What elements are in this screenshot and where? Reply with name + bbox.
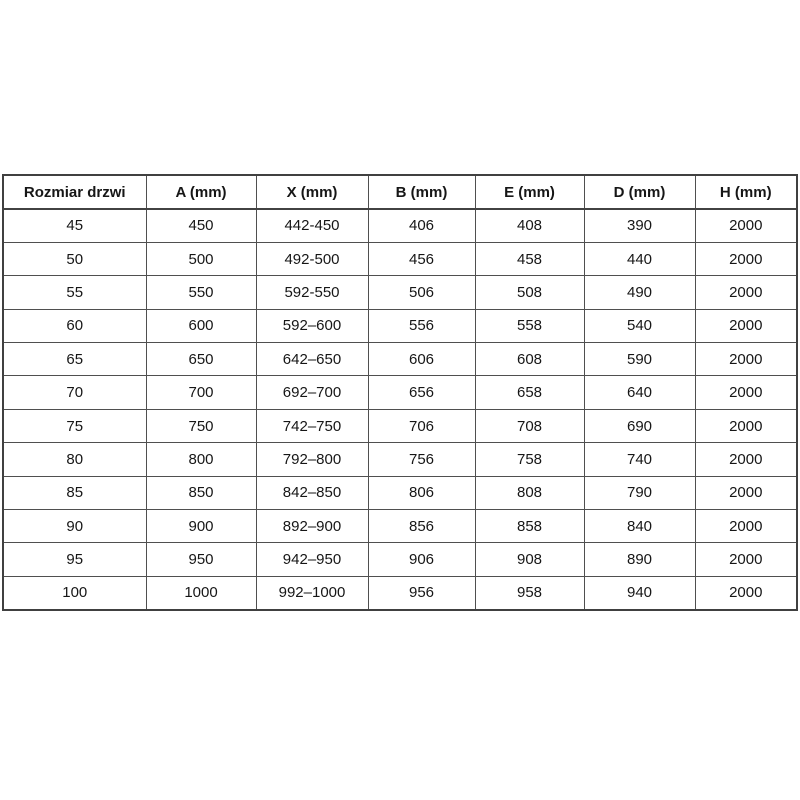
table-body [3, 209, 797, 610]
table-row [3, 242, 797, 275]
table-cell: 756 [368, 443, 475, 476]
table-cell: 792–800 [256, 443, 368, 476]
table-cell: 492-500 [256, 242, 368, 275]
table-cell: 558 [475, 309, 584, 342]
table-cell: 842–850 [256, 476, 368, 509]
table-row [3, 376, 797, 409]
table-cell: 890 [584, 543, 695, 576]
table-cell: 408 [475, 209, 584, 242]
table-cell: 508 [475, 276, 584, 309]
table-cell: 540 [584, 309, 695, 342]
table-row [3, 476, 797, 509]
table-cell: 85 [3, 476, 146, 509]
table-cell: 940 [584, 576, 695, 609]
table-cell: 856 [368, 510, 475, 543]
table-cell: 50 [3, 242, 146, 275]
table-cell: 690 [584, 409, 695, 442]
table-cell: 55 [3, 276, 146, 309]
table-cell: 650 [146, 343, 256, 376]
table-cell: 2000 [695, 209, 797, 242]
table-cell: 458 [475, 242, 584, 275]
table-cell: 2000 [695, 242, 797, 275]
table-cell: 2000 [695, 543, 797, 576]
table-cell: 65 [3, 343, 146, 376]
table-cell: 2000 [695, 409, 797, 442]
table-cell: 758 [475, 443, 584, 476]
table-cell: 2000 [695, 309, 797, 342]
table-cell: 506 [368, 276, 475, 309]
table-cell: 2000 [695, 376, 797, 409]
table-cell: 908 [475, 543, 584, 576]
table-cell: 500 [146, 242, 256, 275]
table-cell: 858 [475, 510, 584, 543]
table-cell: 80 [3, 443, 146, 476]
table-cell: 808 [475, 476, 584, 509]
table-cell: 70 [3, 376, 146, 409]
table-row [3, 309, 797, 342]
table-cell: 640 [584, 376, 695, 409]
table-cell: 590 [584, 343, 695, 376]
table-row [3, 209, 797, 242]
table-cell: 958 [475, 576, 584, 609]
table-cell: 950 [146, 543, 256, 576]
table-cell: 2000 [695, 576, 797, 609]
table-row [3, 343, 797, 376]
table-cell: 2000 [695, 343, 797, 376]
table-cell: 606 [368, 343, 475, 376]
column-header: E (mm) [475, 175, 584, 209]
table-cell: 1000 [146, 576, 256, 609]
table-cell: 60 [3, 309, 146, 342]
table-cell: 642–650 [256, 343, 368, 376]
table-cell: 708 [475, 409, 584, 442]
table-cell: 450 [146, 209, 256, 242]
table-cell: 2000 [695, 276, 797, 309]
column-header: H (mm) [695, 175, 797, 209]
table-cell: 800 [146, 443, 256, 476]
header-row [3, 175, 797, 209]
table-cell: 656 [368, 376, 475, 409]
table-cell: 100 [3, 576, 146, 609]
table-row [3, 576, 797, 609]
table-cell: 406 [368, 209, 475, 242]
table-cell: 95 [3, 543, 146, 576]
table-cell: 942–950 [256, 543, 368, 576]
column-header: A (mm) [146, 175, 256, 209]
table-cell: 390 [584, 209, 695, 242]
table-row [3, 409, 797, 442]
table-cell: 592-550 [256, 276, 368, 309]
table-row [3, 443, 797, 476]
table-cell: 45 [3, 209, 146, 242]
table-cell: 706 [368, 409, 475, 442]
table-cell: 490 [584, 276, 695, 309]
table-cell: 956 [368, 576, 475, 609]
table-cell: 790 [584, 476, 695, 509]
table-cell: 2000 [695, 510, 797, 543]
table-cell: 806 [368, 476, 475, 509]
table-cell: 692–700 [256, 376, 368, 409]
table-cell: 840 [584, 510, 695, 543]
table-cell: 906 [368, 543, 475, 576]
table-cell: 900 [146, 510, 256, 543]
table-cell: 556 [368, 309, 475, 342]
table-cell: 850 [146, 476, 256, 509]
table-row [3, 543, 797, 576]
table-cell: 750 [146, 409, 256, 442]
column-header: X (mm) [256, 175, 368, 209]
table-row [3, 276, 797, 309]
door-size-table [2, 174, 798, 611]
table-cell: 550 [146, 276, 256, 309]
column-header: Rozmiar drzwi [3, 175, 146, 209]
table-cell: 592–600 [256, 309, 368, 342]
column-header: B (mm) [368, 175, 475, 209]
column-header: D (mm) [584, 175, 695, 209]
table-cell: 440 [584, 242, 695, 275]
table-cell: 892–900 [256, 510, 368, 543]
table-cell: 2000 [695, 476, 797, 509]
table-cell: 992–1000 [256, 576, 368, 609]
table-cell: 742–750 [256, 409, 368, 442]
table-cell: 442-450 [256, 209, 368, 242]
table-cell: 75 [3, 409, 146, 442]
table-cell: 600 [146, 309, 256, 342]
table-cell: 608 [475, 343, 584, 376]
table-cell: 658 [475, 376, 584, 409]
table-cell: 2000 [695, 443, 797, 476]
table-cell: 90 [3, 510, 146, 543]
table-row [3, 510, 797, 543]
table-cell: 456 [368, 242, 475, 275]
table-cell: 700 [146, 376, 256, 409]
table-cell: 740 [584, 443, 695, 476]
